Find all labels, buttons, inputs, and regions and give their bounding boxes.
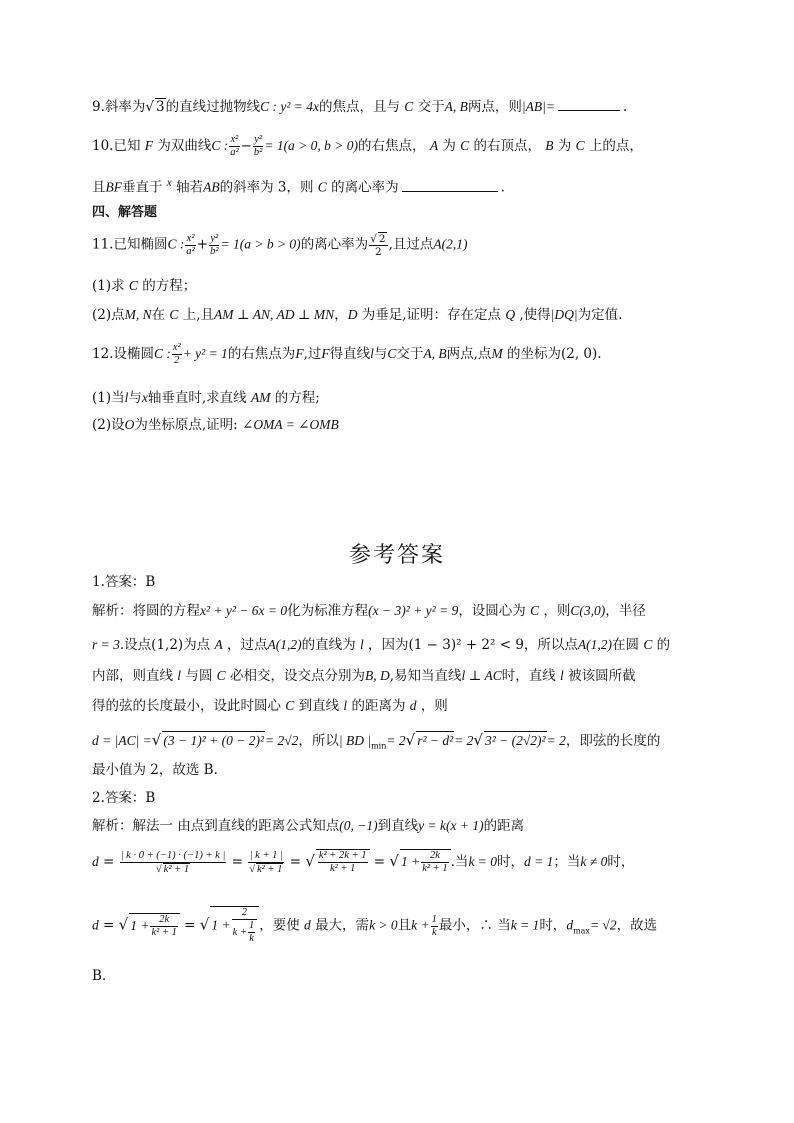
f-symbol: F [321, 346, 330, 362]
answer-1-line1: 解析：将圆的方程x² + y² − 6x = 0化为标准方程(x − 3)² + y² = 9，设圆心为 C ，则C(3,0)，半径 [92, 603, 646, 619]
question-11-part1: (1)求 C 的方程； [92, 278, 197, 294]
frac-x2-2: $\frac{\text{x²}}{2}$ [172, 342, 181, 367]
frac-sqrt2-over-2: $\frac{√ 2}{2}$ [370, 233, 386, 259]
distance-fraction-3: $\frac{\text{k² + 2k + 1}}{\text{k² + 1}}$ [318, 850, 367, 875]
section-heading: 四、解答题 [92, 205, 158, 220]
c-symbol: C [216, 668, 226, 683]
c-symbol: C [643, 637, 653, 652]
a-symbol: A [214, 637, 223, 652]
answer-2-line3: d = √ 1 + $\frac{2k}{\text{k² + 1}}$ = √ 1 + 2 k + $\frac{1}{k}$ ，要使 d 最大，需k > 0且k + $\frac{1}{k}$ 最小，∴ 当k = 1时，$d_{max}= √2$，故选 [92, 907, 658, 945]
question-10: 10.已知 F 为双曲线C : $\frac{\text{x²}}{\text{a²}}$ − $\frac{\text{y²}}{\text{b²}}$ = 1(a > 0, b > 0)的右焦点， A 为 C 的右顶点， B 为 C 上的点， [92, 134, 643, 159]
answer-1-line3: 内部，则直线 l 与圆 C 必相交，设交点分别为B, D,易知当直线l ⊥ AC时，直线 l 被该圆所截 [92, 668, 636, 684]
distance-fraction-5: $\frac{2k}{\text{k² + 1}}$ [151, 913, 177, 938]
answer-1-line2: r = 3.设点(1,2)为点 A ，过点A(1,2)的直线为 l ，因为(1 − 3)² + 2² < 9，所以点A(1,2)在圆 C 的 [92, 637, 671, 653]
d-symbol: d [409, 698, 417, 713]
l-symbol: l [177, 668, 182, 683]
c-symbol: C [460, 138, 470, 154]
point-a12: A(1,2) [577, 637, 613, 652]
one-plus: 1 + [211, 917, 231, 933]
ellipse-c: C : [153, 346, 171, 362]
frac-x2-a2: $\frac{\text{x²}}{\text{a²}}$ [186, 232, 195, 257]
d-symbol: d [92, 917, 99, 933]
one-plus: 1 + [130, 917, 150, 933]
frac-y2-b2: $\frac{\text{y²}}{\text{b²}}$ [253, 134, 263, 159]
c-symbol: C [387, 346, 397, 362]
l-symbol: l [560, 668, 564, 683]
question-12: 12.设椭圆C : $\frac{\text{x²}}{2}$ + y² = 1的右焦点为F,过F得直线l与C交于A, B两点,点M 的坐标为(2, 0). [92, 342, 602, 367]
l-symbol: l [359, 637, 364, 652]
distance-fraction-2: $\frac{| k + 1 |}{\text{√ k² + 1}}$ [249, 849, 283, 875]
c-symbol: C [530, 603, 540, 618]
l-symbol: l [343, 698, 348, 713]
answer-1-line4: 得的弦的长度最小，设此时圆心 C 到直线 l 的距离为 d ，则 [92, 698, 448, 714]
ellipse-c: C : [167, 236, 185, 252]
answer-1-line5: d = |AC| =√ (3 − 1)² + (0 − 2)²= 2√2，所以| BD $|_{min}= 2√$ r² − d²= 2√ 3² − (2√2)²= 2，即弦的长度的 [92, 731, 661, 751]
answer-1-label: 1.答案：B [92, 574, 156, 590]
frac-y2-b2: $\frac{\text{y²}}{\text{b²}}$ [210, 232, 219, 257]
answer-1-line6: 最小值为 2，故选 B. [92, 762, 218, 778]
c-symbol: C [169, 307, 179, 322]
l-symbol: l [124, 390, 129, 405]
frac-1-over-k: $\frac{1}{k}$ [248, 920, 255, 945]
question-9: 9.斜率为√ 3的直线过抛物线C : y² = 4x的焦点，且与 C 交于A, B两点，则|AB|= . [92, 99, 628, 115]
hyperbola-c: C : [211, 138, 229, 154]
c-symbol: C [285, 698, 295, 713]
answer-2-line4: B. [92, 968, 107, 984]
c-symbol: C [575, 138, 585, 154]
answer-2-line2: d = $\frac{| k \cdot 0 + (-1) \cdot (-1) + k |}{\text{√ k² + 1}}$ = $\frac{| k + 1 |}{\text{√ k² + 1}}$ = √ $\frac{\text{k² + 2k + 1}}{\text{k² + 1}}$ = √ 1 + $\frac{2k}{\text{k² + 1}}$ .当k = 0时，d = 1；当k ≠ 0时， [92, 849, 635, 875]
answer-2-label: 2.答案：B [92, 790, 156, 806]
question-11: 11.已知椭圆C : $\frac{\text{x²}}{\text{a²}}$ + $\frac{\text{y²}}{\text{b²}}$ = 1(a > b > 0)的离心率为 $\frac{√ 2}{2}$ ,且过点A(2,1) [92, 232, 468, 259]
x-symbol: x [141, 390, 148, 405]
question-10-line2: 且BF垂直于 $^x$ 轴若AB的斜率为 3，则 C 的离心率为 . [92, 177, 505, 196]
question-12-part1: (1)当l与x轴垂直时,求直线 AM 的方程; [92, 390, 320, 406]
d-symbol: d [304, 917, 311, 933]
answer-blank[interactable] [558, 98, 620, 111]
answer-blank[interactable] [402, 179, 498, 192]
answers-title: 参考答案 [348, 543, 445, 568]
c-symbol: C [317, 179, 327, 195]
distance-fraction-6: 2 k + $\frac{1}{k}$ [232, 907, 258, 945]
c-symbol: C [128, 278, 138, 293]
question-12-part2: (2)设O为坐标原点,证明: ∠OMA = ∠OMB [92, 417, 339, 433]
sqrt3: √ 3 [145, 99, 165, 115]
distance-fraction-4: $\frac{2k}{\text{k² + 1}}$ [422, 850, 448, 875]
distance-fraction-1: $\frac{| k \cdot 0 + (-1) \cdot (-1) + k |}{\text{√ k² + 1}}$ [120, 849, 226, 875]
frac-x2-a2: $\frac{\text{x²}}{\text{a²}}$ [230, 134, 239, 159]
question-11-part2: (2)点M, N在 C 上,且AM ⊥ AN, AD ⊥ MN，D 为垂足,证明：存在定点 Q ,使得|DQ|为定值. [92, 307, 623, 323]
frac-1-over-k: $\frac{1}{k}$ [431, 913, 437, 938]
answer-2-line1: 解析：解法一 由点到直线的距离公式知点(0, −1)到直线y = k(x + 1)的距离 [92, 818, 525, 834]
